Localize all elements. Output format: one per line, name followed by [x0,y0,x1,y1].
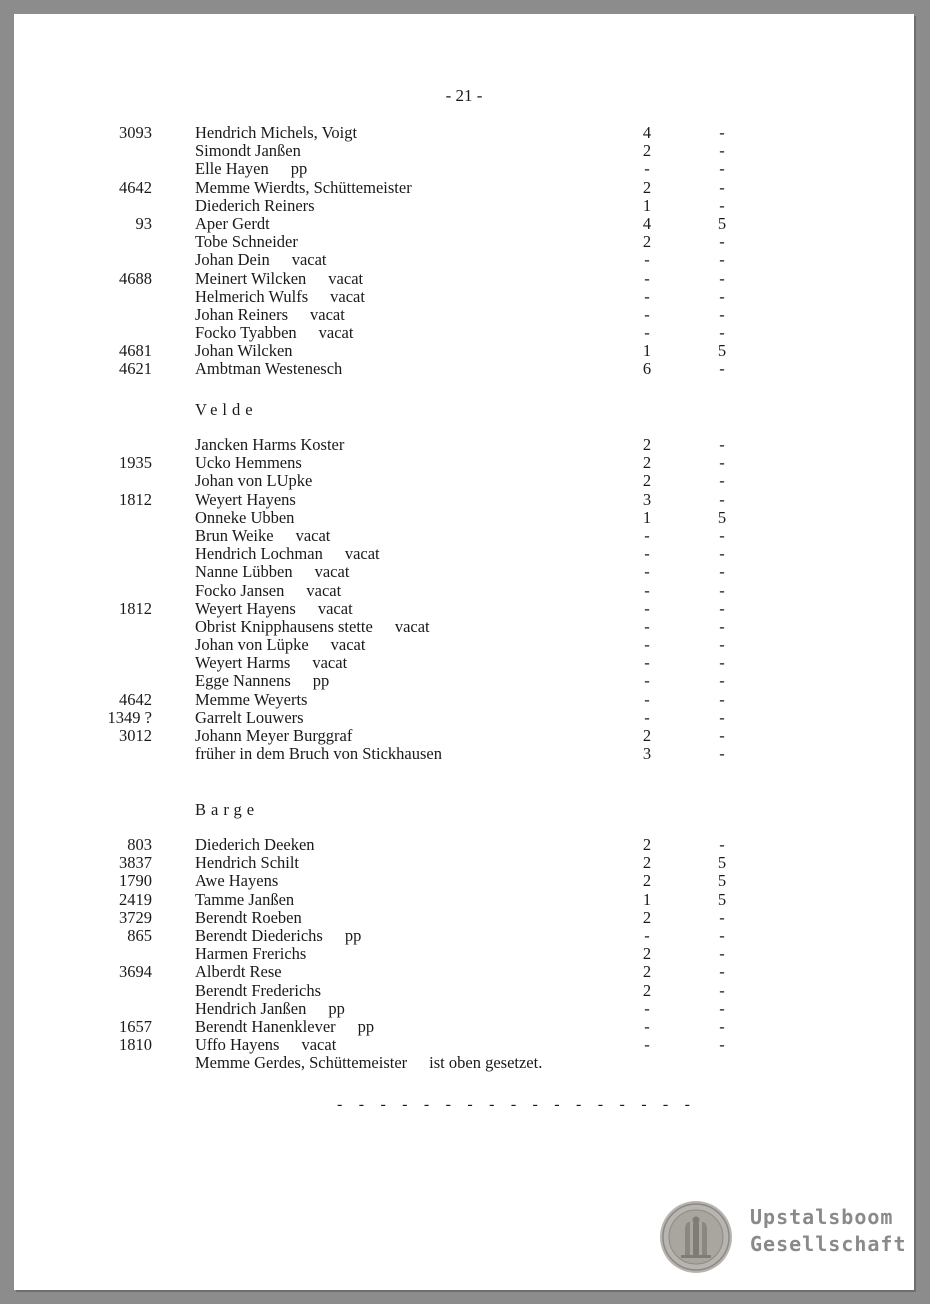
table-row [14,288,914,306]
entry-name-text: Hendrich Lochman [195,544,323,564]
value-col-2: - [719,998,725,1018]
value-col-2: - [719,177,725,197]
entry-number: 4642 [119,689,152,709]
entry-name-text: Johan Dein [195,250,270,270]
entry-name [195,709,304,727]
entry-name-text: Weyert Hayens [195,598,296,618]
entry-name-text: Focko Tyabben [195,323,297,343]
value-col-2: - [719,268,725,288]
entry-name [195,436,344,454]
entry-note: pp [357,1016,375,1036]
value-col-1: - [644,525,650,545]
value-col-1: 2 [642,177,652,197]
value-col-1: - [644,562,650,582]
value-col-1: 4 [642,123,652,142]
entry-name [195,654,347,672]
value-col-2: 5 [717,871,727,891]
entry-number: 1812 [119,489,152,509]
section-list-barge [14,836,914,1072]
entry-name-text: Diederich Reiners [195,195,315,215]
table-row [14,472,914,490]
entry-note: vacat [310,304,345,324]
value-col-2: - [719,925,725,945]
table-row [14,509,914,527]
value-col-1: 2 [642,980,652,1000]
entry-name-text: Helmerich Wulfs [195,286,309,306]
table-row [14,691,914,709]
entry-name-text: Onneke Ubben [195,507,295,527]
value-col-2: - [719,123,725,142]
value-col-1: - [644,925,650,945]
table-row [14,891,914,909]
entry-name [195,491,296,509]
table-row [14,945,914,963]
entry-name-text: Memme Wierdts, Schüttemeister [195,177,412,197]
value-col-2: - [719,141,725,161]
entry-name-text: Johan Wilcken [195,341,293,361]
entry-name [195,691,307,709]
table-row [14,709,914,727]
entry-number: 1349 ? [107,707,152,727]
table-row [14,160,914,178]
section-heading-velde: Velde [195,400,258,419]
entry-note: vacat [317,598,353,618]
entry-name-text: Elle Hayen [195,159,269,179]
value-col-1: 6 [642,359,652,379]
seal-icon [659,1200,733,1274]
entry-note: vacat [330,635,366,655]
entry-note: vacat [344,544,380,564]
entry-name [195,727,352,745]
entry-note: pp [312,671,330,691]
value-col-1: - [644,323,650,343]
value-col-1: 3 [642,489,652,509]
table-row [14,927,914,945]
entry-name [195,927,361,945]
entry-name [195,233,298,251]
value-col-2: - [719,250,725,270]
entry-name-text: Focko Jansen [195,580,285,600]
entry-name [195,618,430,636]
value-col-2: - [719,580,725,600]
value-col-1: 2 [642,726,652,745]
logo-line-1: Upstalsboom [750,1205,894,1229]
entry-name-text: Weyert Hayens [195,489,296,509]
value-col-1: - [644,1016,650,1036]
value-col-2: - [719,653,725,673]
value-col-2: - [719,1016,725,1036]
entry-name [195,142,301,160]
table-row [14,636,914,654]
entry-number: 1935 [119,453,152,473]
value-col-2: - [719,489,725,509]
value-col-2: - [719,195,725,215]
section-heading-barge: Barge [195,800,260,819]
dashed-rule: - - - - - - - - - - - - - - - - - [337,1096,697,1113]
entry-name [195,179,412,197]
table-row [14,727,914,745]
entry-name [195,854,299,872]
value-col-2: 5 [717,889,727,909]
logo-line-2: Gesellschaft [750,1232,907,1256]
value-col-2: - [719,707,725,727]
entry-name-text: Memme Weyerts [195,689,308,709]
entry-name-text: Berendt Hanenklever [195,1016,336,1036]
entry-name-text: Weyert Harms [195,653,291,673]
value-col-1: 3 [642,744,652,764]
upstalsboom-logo [659,1200,909,1274]
entry-name [195,215,270,233]
table-row [14,306,914,324]
logo-text [750,1204,907,1258]
entry-name [195,891,294,909]
table-row [14,527,914,545]
value-col-1: - [644,598,650,618]
value-col-2: - [719,907,725,927]
entry-name [195,963,282,981]
value-col-2: - [719,1035,725,1055]
value-col-2: - [719,616,725,636]
table-row [14,454,914,472]
entry-name [195,636,365,654]
entry-name-text: Brun Weike [195,525,274,545]
value-col-1: 2 [642,232,652,252]
value-col-1: 2 [642,907,652,927]
table-row [14,836,914,854]
entry-number: 2419 [119,889,152,909]
value-col-2: - [719,980,725,1000]
value-col-2: - [719,562,725,582]
entry-name [195,270,363,288]
entry-number: 4681 [119,341,152,361]
entry-name [195,945,306,963]
entry-name-text: Aper Gerdt [195,213,270,233]
entry-name-text: Berendt Frederichs [195,980,321,1000]
entry-name [195,306,345,324]
entry-number: 3694 [119,962,152,982]
value-col-1: - [644,159,650,179]
value-col-2: - [719,304,725,324]
table-row [14,1000,914,1018]
value-col-1: - [644,653,650,673]
table-row [14,179,914,197]
entry-name-text: Ucko Hemmens [195,453,302,473]
entry-name-text: Johann Meyer Burggraf [195,726,353,745]
value-col-2: - [719,359,725,379]
value-col-2: - [719,671,725,691]
table-row [14,215,914,233]
value-col-1: 1 [642,889,652,909]
value-col-1: 1 [642,341,652,361]
entry-number: 4642 [119,177,152,197]
entry-name [195,509,294,527]
entry-number: 1812 [119,598,152,618]
value-col-1: 2 [642,835,652,854]
table-row [14,600,914,618]
value-col-1: - [644,580,650,600]
entry-note: vacat [318,323,354,343]
entry-name [195,160,307,178]
value-col-2: - [719,689,725,709]
entry-name-text: Simondt Janßen [195,141,301,161]
value-col-2: - [719,323,725,343]
entry-name-text: Awe Hayens [195,871,279,891]
table-row [14,654,914,672]
value-col-2: 5 [717,853,727,873]
entry-name [195,472,312,490]
entry-name-text: Memme Gerdes, Schüttemeister [195,1053,408,1073]
value-col-2: - [719,525,725,545]
table-row [14,270,914,288]
value-col-2: - [719,835,725,854]
entry-name [195,982,321,1000]
entry-name-text: Berendt Diederichs [195,925,323,945]
table-row [14,197,914,215]
value-col-2: - [719,744,725,764]
value-col-1: - [644,707,650,727]
table-row [14,618,914,636]
entry-number: 803 [127,835,152,854]
entry-name [195,360,342,378]
table-row [14,436,914,454]
entry-name-text: Johan von Lüpke [195,635,309,655]
entry-note: vacat [314,562,350,582]
entry-name [195,527,330,545]
section-list-1 [14,124,914,379]
entry-note: vacat [394,616,430,636]
value-col-2: - [719,598,725,618]
entry-number: 1810 [119,1035,152,1055]
value-col-2: - [719,962,725,982]
entry-number: 3837 [119,853,152,873]
entry-name [195,324,353,342]
value-col-1: 2 [642,871,652,891]
entry-name [195,124,357,142]
entry-number: 865 [127,925,152,945]
entry-note: vacat [330,286,365,306]
table-row [14,909,914,927]
entry-note: vacat [291,250,327,270]
value-col-2: - [719,726,725,745]
entry-name [195,1054,542,1072]
entry-name-text: Meinert Wilcken [195,268,307,288]
value-col-2: - [719,435,725,454]
entry-note: pp [328,998,345,1018]
value-col-1: 2 [642,141,652,161]
entry-number: 1790 [119,871,152,891]
value-col-1: - [644,268,650,288]
entry-name [195,909,302,927]
table-row [14,1036,914,1054]
table-row [14,1018,914,1036]
entry-name-text: Diederich Deeken [195,835,315,854]
entry-name-text: Johan von LUpke [195,471,313,491]
entry-name-text: Garrelt Louwers [195,707,304,727]
table-row [14,251,914,269]
value-col-1: - [644,304,650,324]
entry-name-text: Ambtman Westenesch [195,359,343,379]
value-col-1: 1 [642,507,652,527]
table-row [14,491,914,509]
entry-note: vacat [306,580,342,600]
entry-name [195,836,315,854]
value-col-2: 5 [717,507,727,527]
value-col-2: 5 [717,213,727,233]
value-col-1: - [644,250,650,270]
entry-number: 4621 [119,359,152,379]
entry-note: vacat [301,1035,337,1055]
entry-number: 3012 [119,726,152,745]
entry-name-text: Egge Nannens [195,671,291,691]
table-row [14,854,914,872]
value-col-1: 4 [642,213,652,233]
entry-note: vacat [295,525,331,545]
entry-name-text: Hendrich Schilt [195,853,300,873]
section-list-velde [14,436,914,763]
entry-name [195,1018,374,1036]
entry-name [195,197,315,215]
value-col-1: 2 [642,435,652,454]
value-col-1: - [644,544,650,564]
entry-name [195,582,341,600]
entry-name-text: Jancken Harms Koster [195,435,345,454]
entry-name-text: Johan Reiners [195,304,289,324]
entry-name [195,872,278,890]
table-row [14,124,914,142]
entry-note: vacat [312,653,348,673]
table-row [14,563,914,581]
value-col-1: - [644,671,650,691]
entry-number: 4688 [119,268,152,288]
entry-name [195,563,349,581]
entry-name [195,545,380,563]
value-col-1: - [644,998,650,1018]
entry-name-text: Obrist Knipphausens stette [195,616,373,636]
entry-name-text: Tamme Janßen [195,889,295,909]
entry-note: pp [290,159,308,179]
value-col-1: 2 [642,471,652,491]
value-col-2: - [719,453,725,473]
entry-name [195,600,353,618]
value-col-1: 2 [642,962,652,982]
entry-name [195,672,329,690]
table-row [14,324,914,342]
table-row [14,360,914,378]
entry-name-text: Hendrich Michels, Voigt [195,123,358,142]
entry-name-text: Harmen Frerichs [195,944,307,964]
table-row [14,982,914,1000]
entry-name [195,745,442,763]
value-col-1: - [644,1035,650,1055]
table-row [14,872,914,890]
value-col-2: - [719,544,725,564]
entry-name [195,1000,345,1018]
value-col-2: - [719,159,725,179]
entry-name-text: Hendrich Janßen [195,998,307,1018]
table-row [14,963,914,981]
entry-name [195,342,293,360]
value-col-1: 2 [642,853,652,873]
entry-note: vacat [328,268,364,288]
value-col-2: 5 [717,341,727,361]
value-col-1: - [644,689,650,709]
value-col-1: - [644,616,650,636]
entry-number: 1657 [119,1016,152,1036]
entry-name [195,1036,336,1054]
entry-name [195,454,302,472]
page-number: - 21 - [445,86,483,105]
table-row [14,582,914,600]
entry-name-text: Uffo Hayens [195,1035,280,1055]
table-row [14,672,914,690]
value-col-2: - [719,286,725,306]
table-row [14,545,914,563]
entry-name-text: Berendt Roeben [195,907,302,927]
value-col-2: - [719,944,725,964]
value-col-1: 1 [642,195,652,215]
entry-name [195,288,365,306]
value-col-2: - [719,232,725,252]
document-page [14,14,914,1290]
entry-number: 93 [135,213,152,233]
value-col-1: 2 [642,944,652,964]
entry-name-text: Alberdt Rese [195,962,282,982]
entry-note: ist oben gesetzet. [429,1053,543,1073]
value-col-1: - [644,286,650,306]
entry-number: 3093 [119,123,152,142]
value-col-1: - [644,635,650,655]
table-row [14,233,914,251]
value-col-2: - [719,471,725,491]
entry-name-text: früher in dem Bruch von Stickhausen [195,744,442,764]
table-row [14,342,914,360]
entry-number: 3729 [119,907,152,927]
entry-name-text: Tobe Schneider [195,232,298,252]
entry-name-text: Nanne Lübben [195,562,293,582]
table-row [14,1054,914,1072]
value-col-2: - [719,635,725,655]
value-col-1: 2 [642,453,652,473]
entry-name [195,251,327,269]
table-row [14,142,914,160]
table-row [14,745,914,763]
entry-note: pp [344,925,362,945]
